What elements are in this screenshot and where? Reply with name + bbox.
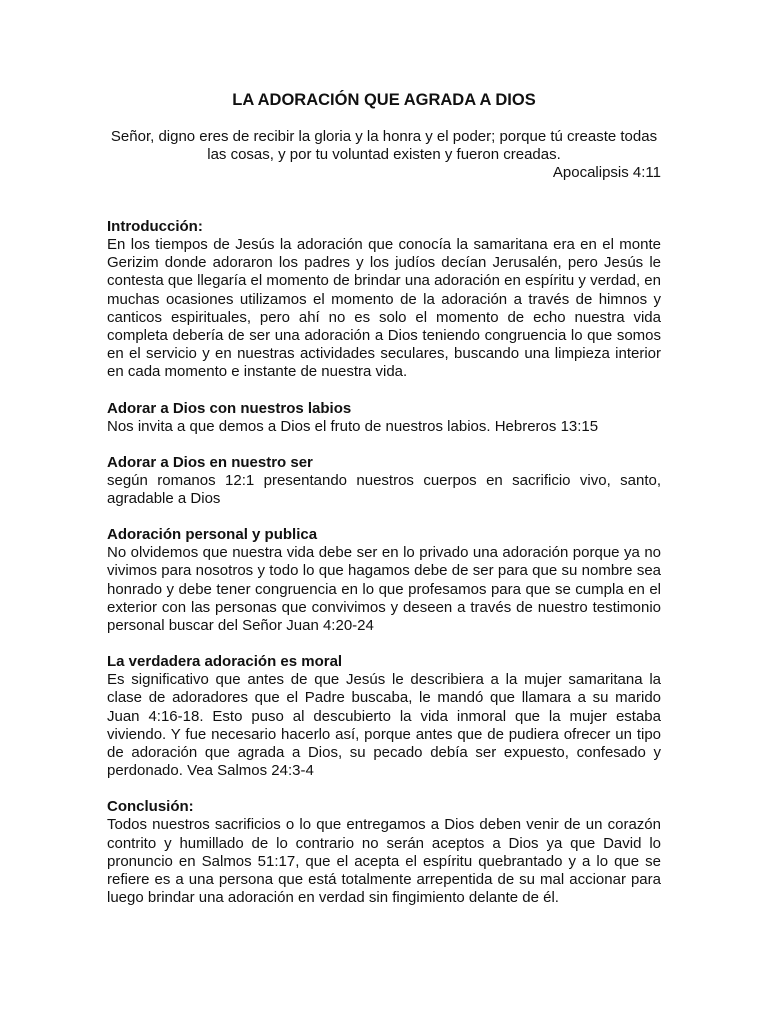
- section-body: según romanos 12:1 presentando nuestros cuerpos en sacrificio vivo, santo, agradable a Dios: [107, 471, 661, 508]
- epigraph-quote: Señor, digno eres de recibir la gloria y la honra y el poder; porque tú creaste todas las cosas, y por tu voluntad existen y fueron creadas.: [110, 128, 658, 163]
- section-labios: [107, 400, 661, 436]
- document-page: [107, 90, 661, 925]
- section-heading: Adorar a Dios con nuestros labios: [107, 399, 352, 417]
- section-heading: Adoración personal y publica: [107, 526, 318, 544]
- section-heading: La verdadera adoración es moral: [107, 653, 343, 671]
- section-conclusion: [107, 798, 661, 907]
- section-personal-publica: [107, 526, 661, 635]
- section-body: En los tiempos de Jesús la adoración que conocía la samaritana era en el monte Gerizim donde adoraron los padres y los judíos decían Jerusalén, pero Jesús le contesta que llegaría el momento de brindar una adoración en espíritu y verdad, en muchas ocasiones utilizamos el momento de la adoración a través de himnos y canticos espirituales, pero ahí no es solo el momento de echo nuestra vida completa debería de ser una adoración a Dios teniendo congruencia lo que somos en el servicio y en nuestras actividades seculares, buscando una limpieza interior en cada momento e instante de nuestra vida.: [107, 236, 661, 381]
- section-heading: Adorar a Dios en nuestro ser: [107, 453, 313, 471]
- section-body: Todos nuestros sacrificios o lo que entregamos a Dios deben venir de un corazón contrito y humillado de lo contrario no serán aceptos a Dios ya que David lo pronuncio en Salmos 51:17, que el acepta el espíritu quebrantado y a lo que se refiere es a una persona que está totalmente arrepentida de su mal accionar para luego brindar una adoración en verdad sin fingimiento delante de él.: [107, 816, 661, 907]
- section-body: No olvidemos que nuestra vida debe ser en lo privado una adoración porque ya no vivimos para nosotros y todo lo que hagamos debe de ser para que su nombre sea honrado y debe tener congruencia en lo que profesamos para que se cumpla en el exterior con las personas que convivimos y deseen a través de nuestro testimonio personal buscar del Señor Juan 4:20-24: [107, 544, 661, 635]
- document-title: LA ADORACIÓN QUE AGRADA A DIOS: [232, 91, 536, 109]
- section-body: Nos invita a que demos a Dios el fruto de nuestros labios. Hebreros 13:15: [107, 417, 599, 435]
- section-introduccion: [107, 218, 661, 382]
- section-heading: Conclusión:: [107, 798, 194, 816]
- section-heading: Introducción:: [107, 218, 203, 235]
- epigraph-citation: Apocalipsis 4:11: [552, 164, 661, 181]
- section-nuestro-ser: [107, 454, 661, 508]
- section-body: Es significativo que antes de que Jesús le describiera a la mujer samaritana la clase de adoradores que el Padre buscaba, le mandó que llamara a su marido Juan 4:16-18. Esto puso al descubierto la vida inmoral que la mujer estaba viviendo. Y fue necesario hacerlo así, porque antes que de pudiera ofrecer un tipo de adoración que agrada a Dios, su pecado debía ser expuesto, confesado y perdonado. Vea Salmos 24:3-4: [107, 671, 661, 780]
- section-moral: [107, 653, 661, 780]
